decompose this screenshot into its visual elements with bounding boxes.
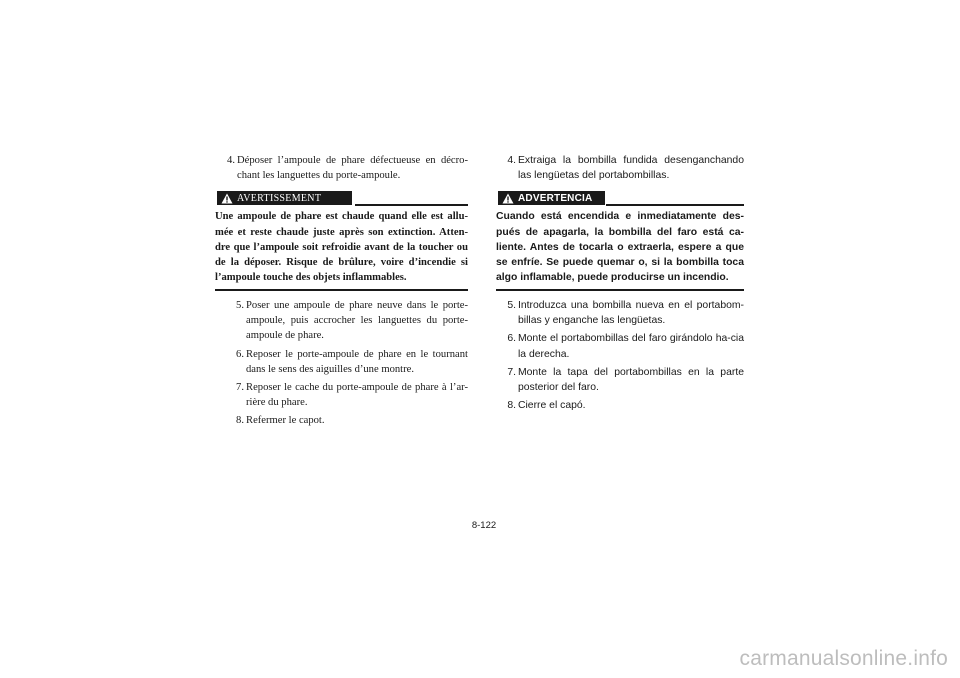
watermark-text: carmanualsonline.info <box>739 647 948 670</box>
fr-step-text: Déposer l’ampoule de phare défectueuse en décro-chant les languettes du porte-ampoule. <box>237 155 468 182</box>
fr-step-number: 7. <box>236 381 244 393</box>
fr-step-number: 8. <box>236 415 244 427</box>
fr-step-6 <box>224 347 468 377</box>
es-warning-text: Cuando está encendida e inmediatamente des-pués de apagarla, la bombilla del faro está ca-liente. Antes de tocarla o extraerla, espere a que se enfríe. Se puede quemar o, si la bombilla toca algo inflamable, puede producirse un incendio. <box>496 211 744 284</box>
fr-steps-list <box>215 298 468 429</box>
fr-step-7 <box>224 380 468 410</box>
es-warning-end-rule <box>496 289 744 291</box>
es-step-text: Cierre el capó. <box>518 400 586 412</box>
es-warning-label-text: ADVERTENCIA <box>518 192 593 204</box>
fr-warning-text: Une ampoule de phare est chaude quand elle est allu-mée et reste chaude juste après son extinction. Atten-dre que l’ampoule soit refroidie avant de la toucher ou de la déposer. Risque de brûlure, voire d’incendie si l’ampoule touche des objets inflammables. <box>215 211 468 284</box>
es-step-4 <box>496 153 744 183</box>
es-step-text: Introduzca una bombilla nueva en el portabom-billas y enganche las lengüetas. <box>518 299 744 327</box>
fr-step-text: Reposer le porte-ampoule de phare en le tournant dans le sens des aiguilles d’une montre. <box>246 348 468 375</box>
es-steps-list <box>496 298 744 413</box>
fr-step-text: Refermer le capot. <box>246 415 325 427</box>
fr-warning-label-text: AVERTISSEMENT <box>237 192 322 204</box>
fr-warning-end-rule <box>215 289 468 291</box>
fr-step-number: 5. <box>236 299 244 311</box>
es-step-text: Extraiga la bombilla fundida desenganchando las lengüetas del portabombillas. <box>518 155 744 182</box>
fr-step-4 <box>215 153 468 183</box>
es-step-8 <box>496 398 744 413</box>
es-step-number: 5. <box>507 299 516 311</box>
es-step-number: 8. <box>507 400 516 412</box>
fr-step-text: Reposer le cache du porte-ampoule de phare à l’ar-rière du phare. <box>246 381 468 409</box>
es-step-number: 6. <box>507 333 516 345</box>
es-warning-label <box>498 191 605 205</box>
es-step-number: 7. <box>507 366 516 378</box>
spanish-column <box>496 153 744 416</box>
warning-triangle-icon <box>221 193 233 204</box>
fr-step-number: 4. <box>227 155 235 166</box>
fr-step-5 <box>224 298 468 344</box>
es-step-7 <box>496 365 744 395</box>
fr-step-text: Poser une ampoule de phare neuve dans le porte-ampoule, puis accrocher les languettes du porte-ampoule de phare. <box>246 299 468 342</box>
fr-warning-rule <box>355 204 468 206</box>
es-step-5 <box>496 298 744 328</box>
warning-triangle-icon <box>502 193 514 204</box>
fr-step-8 <box>224 413 468 428</box>
fr-warning-label <box>217 191 352 205</box>
fr-warning-header <box>215 189 468 207</box>
es-step-6 <box>496 331 744 361</box>
fr-step-number: 6. <box>236 348 244 360</box>
es-warning-rule <box>606 204 744 206</box>
page-number: 8-122 <box>471 520 497 531</box>
es-step-text: Monte la tapa del portabombillas en la parte posterior del faro. <box>518 366 744 393</box>
es-warning-header <box>496 189 744 207</box>
es-step-number: 4. <box>507 155 516 166</box>
french-column <box>215 153 468 432</box>
es-step-text: Monte el portabombillas del faro girándolo ha-cia la derecha. <box>518 333 744 360</box>
